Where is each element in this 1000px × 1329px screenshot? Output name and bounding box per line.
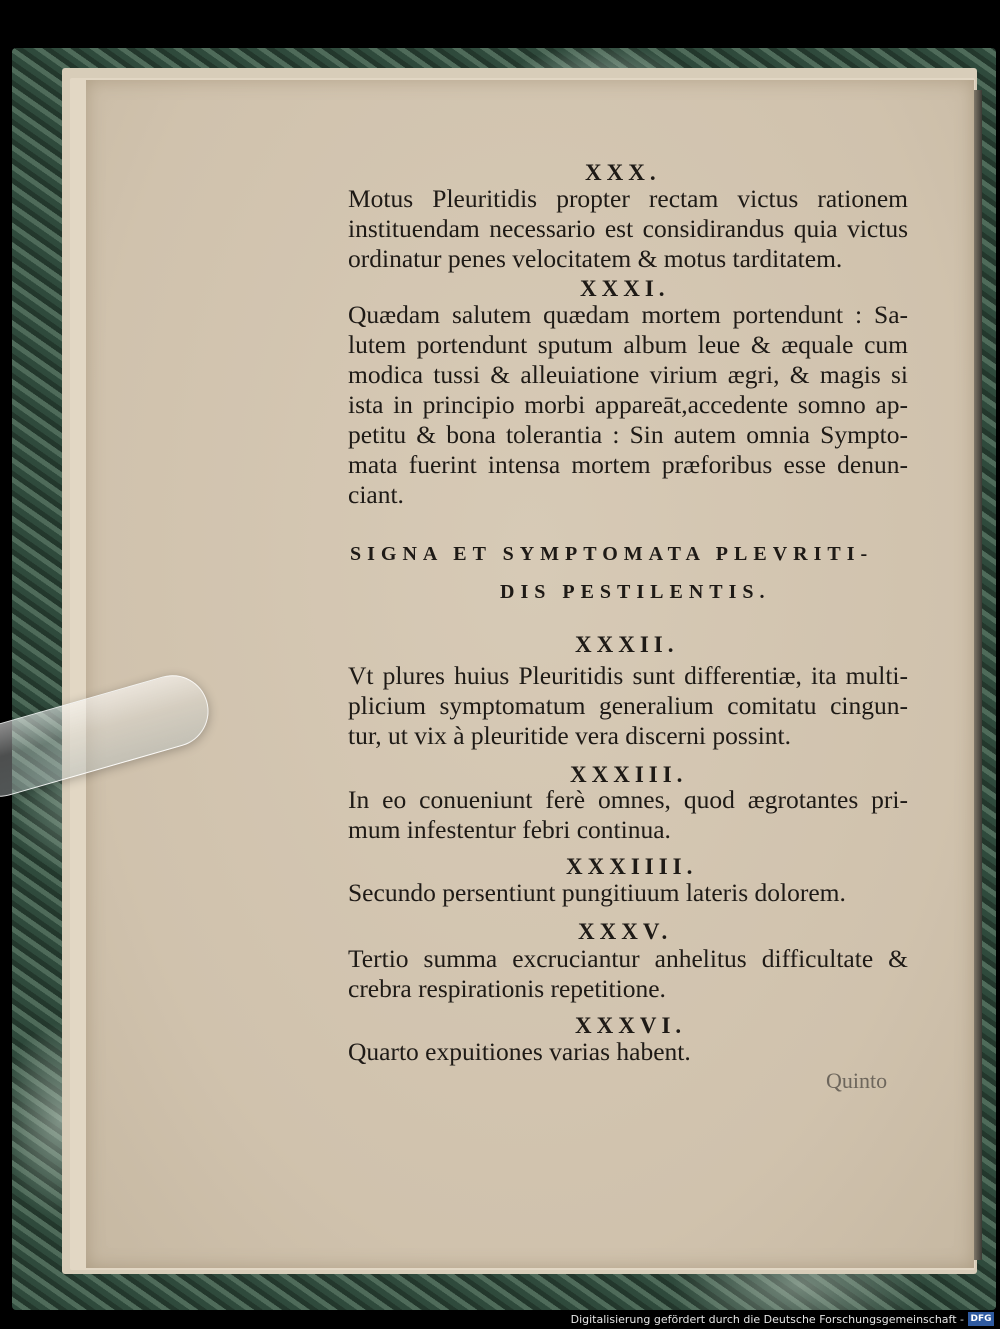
- text-line: Secundo persentiunt pungitiuum lateris dolorem.: [348, 878, 846, 907]
- section-numeral: XXXI.: [580, 276, 670, 301]
- text-line: Quarto expuitiones varias habent.: [348, 1037, 691, 1066]
- catchword: Quinto: [826, 1068, 888, 1093]
- text-line: In eo conueniunt ferè omnes, quod ægrotantes pri-: [348, 785, 908, 814]
- text-line: lutem portendunt sputum album leue & æquale cum: [348, 330, 908, 359]
- text-line: instituendam necessario est considirandus quia victus: [348, 214, 908, 243]
- section-numeral: XXXIIII.: [566, 854, 698, 879]
- section-numeral: XXXVI.: [575, 1013, 687, 1038]
- section-numeral: XXXV.: [578, 919, 673, 944]
- text-line: Tertio summa excruciantur anhelitus difficultate &: [348, 944, 908, 973]
- text-line: plicium symptomatum generalium comitatu cingun-: [348, 691, 908, 720]
- dfg-logo: DFG: [968, 1312, 994, 1326]
- text-line: Motus Pleuritidis propter rectam victus rationem: [348, 184, 908, 213]
- text-line: petitu & bona tolerantia : Sin autem omnia Sympto-: [348, 420, 908, 449]
- text-line: crebra respirationis repetitione.: [348, 974, 666, 1003]
- text-line: Vt plures huius Pleuritidis sunt differentiæ, ita multi-: [348, 661, 908, 690]
- text-line: modica tussi & alleuiatione virium ægri, & magis si: [348, 360, 908, 389]
- text-line: tur, ut vix à pleuritide vera discerni possint.: [348, 721, 792, 750]
- text-line: mata fuerint intensa mortem præforibus esse denun-: [348, 450, 908, 479]
- section-numeral: XXX.: [585, 160, 661, 185]
- chapter-heading-line-1: SIGNA ET SYMPTOMATA PLEVRITI-: [350, 543, 874, 565]
- text-line: ordinatur penes velocitatem & motus tarditatem.: [348, 244, 843, 273]
- section-numeral: XXXIII.: [570, 762, 688, 787]
- chapter-heading-line-2: DIS PESTILENTIS.: [500, 581, 771, 603]
- text-line: Quædam salutem quædam mortem portendunt : Sa-: [348, 300, 908, 329]
- section-numeral: XXXII.: [575, 632, 679, 657]
- text-line: ista in principio morbi appareāt,accedente somno ap-: [348, 390, 908, 419]
- digitization-credit: Digitalisierung gefördert durch die Deutsche Forschungsgemeinschaft -: [570, 1313, 964, 1326]
- text-line: ciant.: [348, 480, 404, 509]
- text-line: mum infestentur febri continua.: [348, 815, 671, 844]
